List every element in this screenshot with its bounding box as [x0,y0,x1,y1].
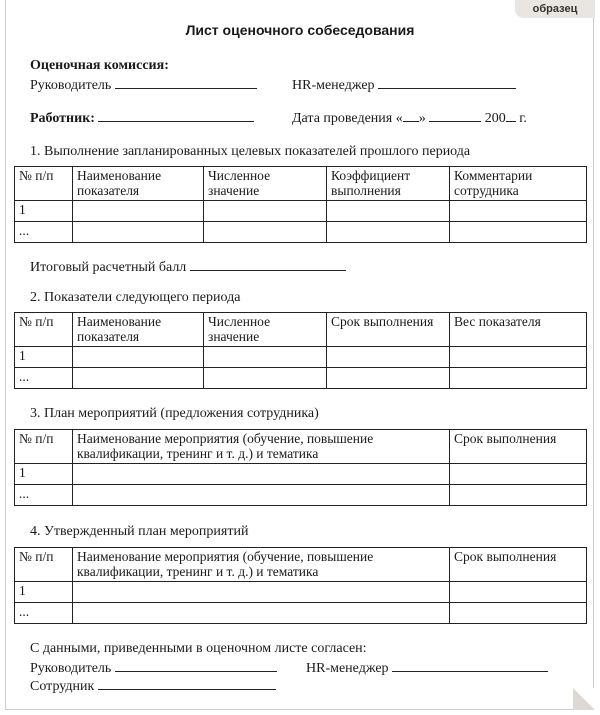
table-cell[interactable] [73,347,204,368]
table-row [15,464,587,485]
table-header-cell: Наименование мероприятия (обучение, повышение квалификации, тренинг и т. д.) и тематика [73,430,450,464]
footer-hr-line [306,659,548,677]
total-score-field[interactable] [190,258,346,271]
table-cell[interactable] [450,368,587,389]
table-cell[interactable] [73,201,204,222]
table-row [15,485,587,506]
page-fold-corner [573,688,595,710]
commission-manager-field[interactable] [115,76,257,89]
table-header-cell: Срок выполнения [327,313,450,347]
row-number-cell: 1 [15,464,73,485]
commission-hr-line [292,76,516,94]
table-cell[interactable] [73,582,450,603]
footer-manager-label: Руководитель [30,661,112,676]
table-header-cell: Вес показателя [450,313,587,347]
section-4-table [14,547,587,624]
footer-manager-line [30,659,277,677]
table-header-cell: № п/п [15,548,73,582]
section-1-title: 1. Выполнение запланированных целевых показателей прошлого периода [30,144,471,159]
table-row [15,222,587,243]
table-header-cell: № п/п [15,313,73,347]
row-number-cell: ... [15,485,73,506]
table-cell[interactable] [450,485,587,506]
date-month-field[interactable] [429,109,481,122]
date-year-suffix: г. [519,111,527,126]
date-close-quote: » [418,111,426,126]
row-number-cell: ... [15,603,73,624]
table-header-cell: Численное значение [204,313,327,347]
table-cell[interactable] [450,347,587,368]
table-cell[interactable] [204,222,327,243]
table-cell[interactable] [450,201,587,222]
date-year-text: 200 [484,111,506,126]
section-2-title: 2. Показатели следующего периода [30,290,241,305]
table-row [15,347,587,368]
table-cell[interactable] [204,201,327,222]
table-cell[interactable] [73,464,450,485]
section-1-table [14,166,587,243]
table-header-cell: Коэффициент выполнения [327,167,450,201]
footer-employee-line [30,677,276,695]
table-header-cell: Комментарии сотрудника [450,167,587,201]
table-row [15,603,587,624]
table-header-cell: Численное значение [204,167,327,201]
table-cell[interactable] [327,347,450,368]
agreement-text: С данными, приведенными в оценочном листе согласен: [30,641,367,656]
section-3-table [14,429,587,506]
section-4-title: 4. Утвержденный план мероприятий [30,524,249,539]
table-cell[interactable] [327,368,450,389]
table-header-cell: Наименование показателя [73,167,204,201]
footer-employee-label: Сотрудник [30,679,95,694]
commission-hr-label: HR-менеджер [292,78,375,93]
table-cell[interactable] [327,201,450,222]
employee-field[interactable] [98,109,254,122]
commission-heading: Оценочная комиссия: [30,58,169,73]
commission-manager-label: Руководитель [30,78,112,93]
table-header-cell: Наименование мероприятия (обучение, повышение квалификации, тренинг и т. д.) и тематика [73,548,450,582]
table-cell[interactable] [73,368,204,389]
section-2-table [14,312,587,389]
table-cell[interactable] [327,222,450,243]
table-cell[interactable] [204,368,327,389]
table-row [15,582,587,603]
footer-employee-field[interactable] [98,677,276,690]
date-line [292,109,527,127]
table-cell[interactable] [73,222,204,243]
table-cell[interactable] [204,347,327,368]
row-number-cell: 1 [15,582,73,603]
table-header-cell: Наименование показателя [73,313,204,347]
total-score-label: Итоговый расчетный балл [30,260,187,275]
row-number-cell: 1 [15,347,73,368]
table-cell[interactable] [73,485,450,506]
commission-manager-line [30,76,257,94]
total-score-line [30,258,346,276]
date-label: Дата проведения « [292,111,403,126]
footer-hr-field[interactable] [392,659,548,672]
row-number-cell: 1 [15,201,73,222]
commission-hr-field[interactable] [378,76,516,89]
date-year-field[interactable] [506,109,516,122]
table-header-cell: № п/п [15,430,73,464]
table-header-cell: Срок выполнения [450,430,587,464]
sample-stamp: образец [515,0,595,18]
table-cell[interactable] [73,603,450,624]
footer-manager-field[interactable] [115,659,277,672]
table-header-cell: № п/п [15,167,73,201]
footer-hr-label: HR-менеджер [306,661,389,676]
table-row [15,201,587,222]
document-title: Лист оценочного собеседования [185,22,415,38]
employee-line [30,109,254,127]
employee-label: Работник: [30,111,95,126]
table-cell[interactable] [450,464,587,485]
table-cell[interactable] [450,222,587,243]
date-day-field[interactable] [403,109,419,122]
table-cell[interactable] [450,582,587,603]
table-cell[interactable] [450,603,587,624]
row-number-cell: ... [15,368,73,389]
table-row [15,368,587,389]
table-header-cell: Срок выполнения [450,548,587,582]
row-number-cell: ... [15,222,73,243]
section-3-title: 3. План мероприятий (предложения сотрудника) [30,406,319,421]
